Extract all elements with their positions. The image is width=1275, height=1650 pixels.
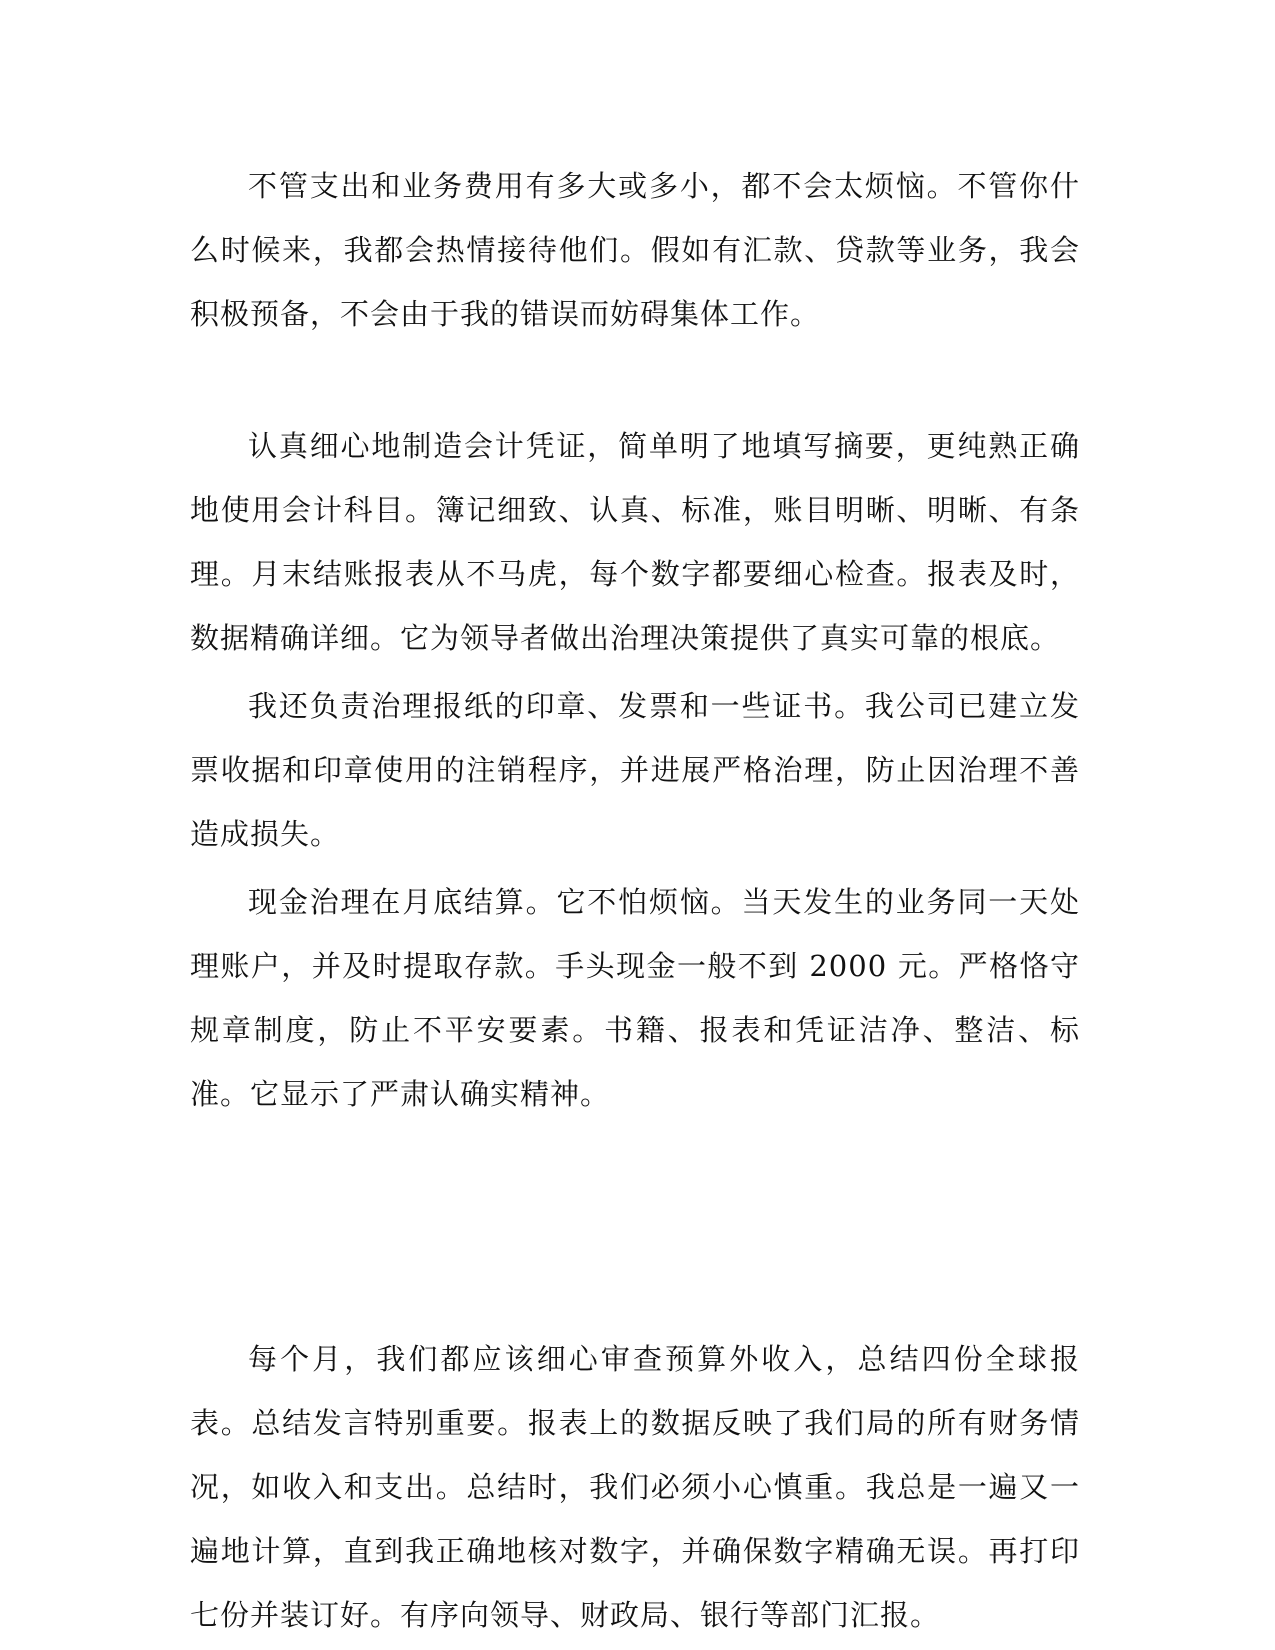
paragraph-expenses: 不管支出和业务费用有多大或多小，都不会太烦恼。不管你什么时候来，我都会热情接待他们。假如有汇款、贷款等业务，我会积极预备，不会由于我的错误而妨碍集体工作。 — [190, 169, 1080, 331]
paragraph-cash-management: 现金治理在月底结算。它不怕烦恼。当天发生的业务同一天处理账户，并及时提取存款。手头现金一般不到 2000 元。严格恪守规章制度，防止不平安要素。书籍、报表和凭证洁净、整洁、标准。它显示了严肃认确实精神。 — [190, 885, 1080, 1111]
paragraph-accounting-vouchers: 认真细心地制造会计凭证，简单明了地填写摘要，更纯熟正确地使用会计科目。簿记细致、认真、标准，账目明晰、明晰、有条理。月末结账报表从不马虎，每个数字都要细心检查。报表及时，数据精确详细。它为领导者做出治理决策提供了真实可靠的根底。 — [190, 429, 1080, 655]
paragraph-seals-invoices: 我还负责治理报纸的印章、发票和一些证书。我公司已建立发票收据和印章使用的注销程序，并进展严格治理，防止因治理不善造成损失。 — [190, 689, 1080, 851]
paragraph-monthly-reports: 每个月，我们都应该细心审查预算外收入，总结四份全球报表。总结发言特别重要。报表上的数据反映了我们局的所有财务情况，如收入和支出。总结时，我们必须小心慎重。我总是一遍又一遍地计算，直到我正确地核对数字，并确保数字精确无误。再打印七份并装订好。有序向领导、财政局、银行等部门汇报。 — [190, 1342, 1080, 1632]
